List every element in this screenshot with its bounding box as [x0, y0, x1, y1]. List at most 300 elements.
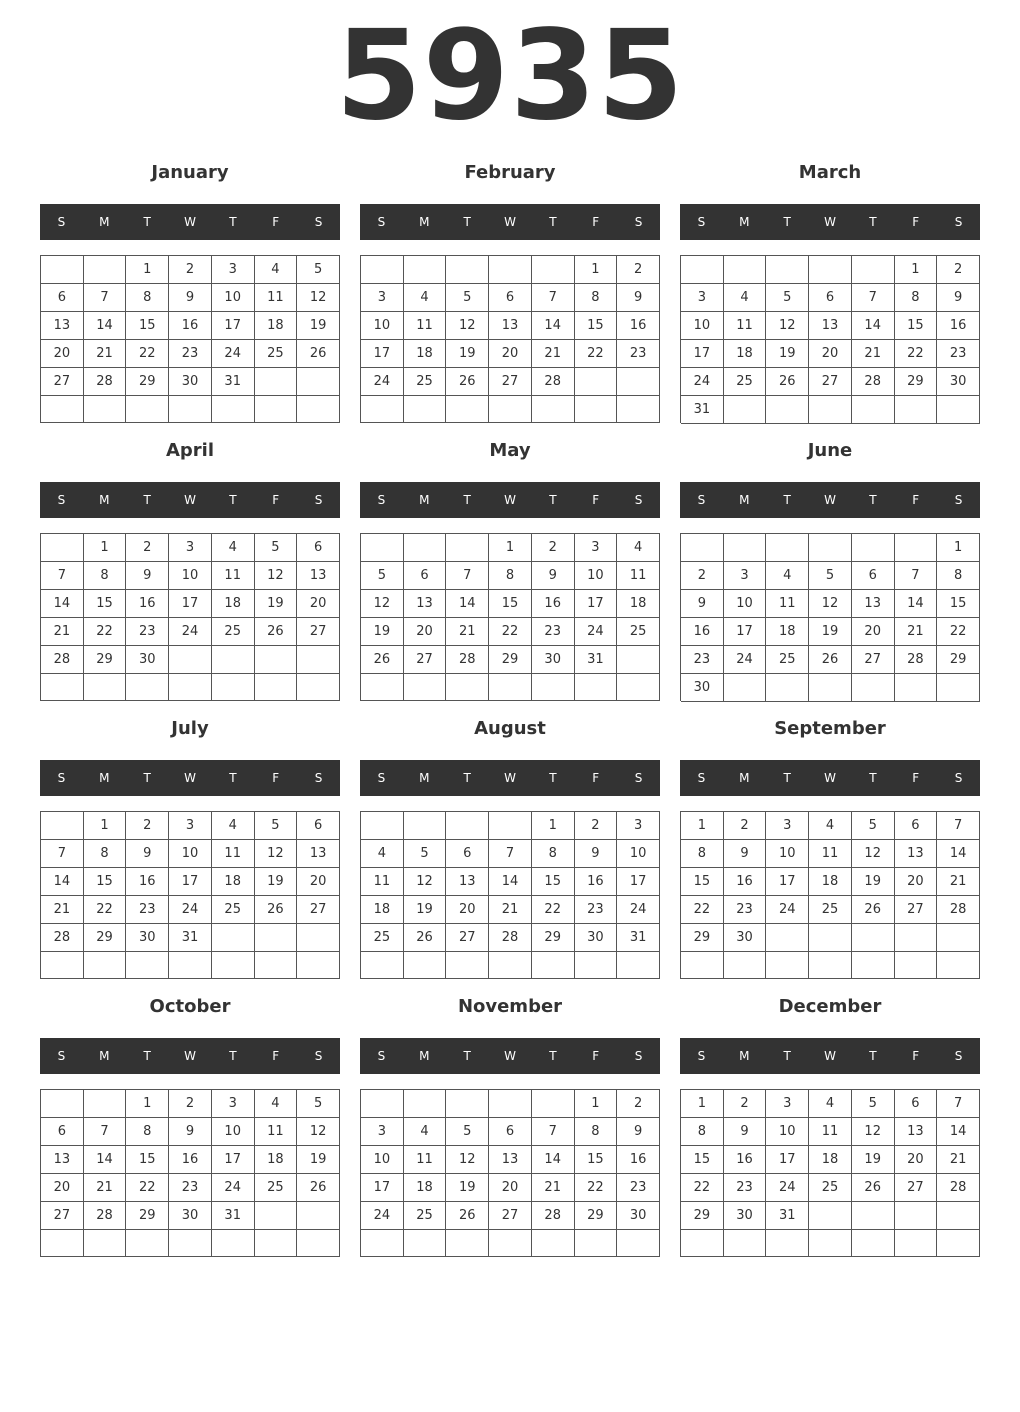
day-cell: 1 [126, 256, 169, 284]
weekday-label: S [377, 771, 386, 785]
day-cell: 22 [575, 1174, 618, 1202]
day-cell: 11 [766, 590, 809, 618]
day-cell: 4 [766, 562, 809, 590]
weekday-header [680, 204, 980, 240]
day-cell: 15 [84, 868, 127, 896]
weekday-label: W [504, 215, 516, 229]
weekday-label: T [549, 215, 557, 229]
day-cell: 14 [489, 868, 532, 896]
day-cell: 10 [617, 840, 660, 868]
empty-cell [446, 812, 489, 840]
weekday-label: F [272, 493, 280, 507]
weekday-label: S [314, 1049, 323, 1063]
day-cell: 29 [575, 1202, 618, 1230]
weekday-label: T [869, 493, 877, 507]
day-cell: 11 [212, 562, 255, 590]
day-cell: 8 [937, 562, 980, 590]
empty-cell [724, 674, 767, 702]
day-cell: 26 [809, 646, 852, 674]
weekday-label: M [99, 1049, 110, 1063]
day-cell: 24 [766, 1174, 809, 1202]
day-cell: 2 [126, 812, 169, 840]
weekday-label: W [184, 1049, 196, 1063]
month-name: July [171, 718, 209, 739]
day-cell: 29 [532, 924, 575, 952]
day-cell: 25 [809, 1174, 852, 1202]
weekday-label: T [783, 771, 791, 785]
day-cell: 13 [404, 590, 447, 618]
weekday-header [360, 760, 660, 796]
day-cell: 22 [937, 618, 980, 646]
day-cell: 24 [361, 368, 404, 396]
empty-cell [446, 674, 489, 701]
day-cell: 27 [446, 924, 489, 952]
weekday-header [360, 204, 660, 240]
weekday-label: F [592, 215, 600, 229]
day-cell: 15 [126, 312, 169, 340]
day-cell: 3 [724, 562, 767, 590]
day-cell: 20 [297, 590, 340, 618]
empty-cell [575, 952, 618, 979]
day-cell: 6 [809, 284, 852, 312]
day-cell: 6 [489, 1118, 532, 1146]
day-cell: 20 [489, 1174, 532, 1202]
empty-cell [297, 1202, 340, 1230]
day-cell: 5 [446, 284, 489, 312]
day-cell: 27 [297, 618, 340, 646]
day-cell: 27 [895, 1174, 938, 1202]
day-cell: 2 [169, 256, 212, 284]
day-cell: 26 [297, 340, 340, 368]
weekday-label: S [954, 215, 963, 229]
empty-cell [489, 1230, 532, 1257]
day-cell: 7 [446, 562, 489, 590]
day-cell: 7 [532, 1118, 575, 1146]
day-cell: 8 [895, 284, 938, 312]
day-cell: 9 [724, 1118, 767, 1146]
day-cell: 2 [617, 256, 660, 284]
weekday-label: W [824, 215, 836, 229]
day-cell: 15 [681, 1146, 724, 1174]
day-cell: 26 [766, 368, 809, 396]
weekday-label: W [504, 1049, 516, 1063]
empty-cell [724, 1230, 767, 1257]
day-cell: 15 [489, 590, 532, 618]
weekday-label: S [697, 215, 706, 229]
weekday-label: T [783, 215, 791, 229]
weekday-label: T [463, 215, 471, 229]
empty-cell [255, 396, 298, 423]
empty-cell [126, 952, 169, 979]
day-cell: 3 [361, 1118, 404, 1146]
empty-cell [809, 396, 852, 424]
day-grid [360, 255, 660, 423]
month-february [360, 160, 660, 430]
day-cell: 20 [895, 1146, 938, 1174]
day-cell: 4 [255, 1090, 298, 1118]
empty-cell [297, 396, 340, 423]
month-september [680, 716, 980, 986]
weekday-label: T [143, 771, 151, 785]
weekday-label: F [912, 1049, 920, 1063]
day-cell: 27 [404, 646, 447, 674]
empty-cell [84, 256, 127, 284]
day-cell: 13 [852, 590, 895, 618]
weekday-label: T [869, 771, 877, 785]
day-cell: 14 [41, 868, 84, 896]
weekday-label: M [739, 1049, 750, 1063]
empty-cell [617, 952, 660, 979]
day-cell: 17 [617, 868, 660, 896]
day-cell: 17 [766, 868, 809, 896]
weekday-label: S [634, 1049, 643, 1063]
weekday-label: M [99, 771, 110, 785]
day-cell: 22 [84, 618, 127, 646]
weekday-label: F [272, 215, 280, 229]
day-cell: 25 [404, 1202, 447, 1230]
day-cell: 21 [852, 340, 895, 368]
day-cell: 4 [255, 256, 298, 284]
day-grid [680, 533, 980, 701]
day-cell: 20 [809, 340, 852, 368]
month-january [40, 160, 340, 430]
empty-cell [532, 1230, 575, 1257]
empty-cell [404, 674, 447, 701]
day-cell: 18 [255, 312, 298, 340]
empty-cell [681, 256, 724, 284]
day-cell: 16 [724, 1146, 767, 1174]
day-cell: 6 [41, 284, 84, 312]
day-cell: 20 [404, 618, 447, 646]
day-grid [360, 533, 660, 701]
weekday-header [680, 1038, 980, 1074]
day-cell: 25 [255, 340, 298, 368]
empty-cell [41, 952, 84, 979]
day-cell: 28 [41, 646, 84, 674]
day-cell: 2 [169, 1090, 212, 1118]
day-cell: 26 [446, 1202, 489, 1230]
day-cell: 12 [809, 590, 852, 618]
empty-cell [489, 1090, 532, 1118]
day-cell: 17 [212, 1146, 255, 1174]
weekday-label: T [229, 215, 237, 229]
day-cell: 11 [212, 840, 255, 868]
weekday-label: T [143, 493, 151, 507]
day-cell: 30 [126, 924, 169, 952]
empty-cell [895, 1202, 938, 1230]
day-cell: 13 [297, 562, 340, 590]
month-name: February [464, 162, 556, 183]
day-cell: 14 [937, 1118, 980, 1146]
day-cell: 10 [766, 1118, 809, 1146]
day-cell: 28 [532, 1202, 575, 1230]
empty-cell [937, 924, 980, 952]
day-cell: 2 [724, 812, 767, 840]
day-cell: 7 [852, 284, 895, 312]
day-cell: 16 [575, 868, 618, 896]
day-cell: 7 [937, 812, 980, 840]
day-cell: 19 [446, 340, 489, 368]
month-june [680, 438, 980, 708]
day-cell: 24 [169, 618, 212, 646]
weekday-label: M [419, 493, 430, 507]
day-cell: 1 [575, 1090, 618, 1118]
day-cell: 4 [361, 840, 404, 868]
empty-cell [84, 674, 127, 701]
day-cell: 20 [446, 896, 489, 924]
day-cell: 3 [361, 284, 404, 312]
day-cell: 26 [446, 368, 489, 396]
day-cell: 28 [446, 646, 489, 674]
day-grid [680, 255, 980, 423]
weekday-label: M [419, 215, 430, 229]
weekday-label: S [314, 215, 323, 229]
day-cell: 10 [724, 590, 767, 618]
weekday-label: W [824, 493, 836, 507]
empty-cell [212, 396, 255, 423]
empty-cell [212, 952, 255, 979]
day-cell: 25 [361, 924, 404, 952]
day-cell: 6 [895, 1090, 938, 1118]
day-cell: 31 [212, 1202, 255, 1230]
day-cell: 18 [212, 868, 255, 896]
empty-cell [126, 674, 169, 701]
day-cell: 22 [126, 1174, 169, 1202]
empty-cell [297, 674, 340, 701]
day-cell: 12 [852, 1118, 895, 1146]
month-name: March [798, 162, 862, 183]
day-cell: 9 [126, 562, 169, 590]
day-cell: 7 [532, 284, 575, 312]
day-cell: 9 [724, 840, 767, 868]
empty-cell [41, 1230, 84, 1257]
day-cell: 12 [446, 1146, 489, 1174]
weekday-label: M [739, 493, 750, 507]
empty-cell [404, 1230, 447, 1257]
day-cell: 30 [169, 1202, 212, 1230]
weekday-label: S [634, 493, 643, 507]
day-cell: 10 [169, 840, 212, 868]
day-cell: 7 [41, 562, 84, 590]
weekday-label: F [592, 1049, 600, 1063]
day-cell: 30 [724, 924, 767, 952]
day-cell: 18 [724, 340, 767, 368]
weekday-label: S [57, 493, 66, 507]
day-cell: 5 [297, 1090, 340, 1118]
empty-cell [617, 646, 660, 674]
day-cell: 17 [169, 868, 212, 896]
empty-cell [895, 396, 938, 424]
day-cell: 5 [852, 812, 895, 840]
day-cell: 2 [575, 812, 618, 840]
day-cell: 17 [724, 618, 767, 646]
empty-cell [446, 256, 489, 284]
empty-cell [937, 1202, 980, 1230]
weekday-label: S [57, 1049, 66, 1063]
day-cell: 16 [681, 618, 724, 646]
empty-cell [84, 1090, 127, 1118]
day-cell: 22 [681, 896, 724, 924]
weekday-label: S [377, 215, 386, 229]
day-cell: 15 [575, 1146, 618, 1174]
empty-cell [532, 396, 575, 423]
day-cell: 24 [169, 896, 212, 924]
day-cell: 24 [681, 368, 724, 396]
weekday-label: T [869, 1049, 877, 1063]
empty-cell [41, 256, 84, 284]
day-cell: 19 [852, 1146, 895, 1174]
day-cell: 29 [681, 1202, 724, 1230]
day-cell: 8 [532, 840, 575, 868]
day-cell: 6 [41, 1118, 84, 1146]
empty-cell [446, 396, 489, 423]
day-cell: 19 [255, 590, 298, 618]
day-cell: 3 [212, 1090, 255, 1118]
day-cell: 21 [41, 896, 84, 924]
empty-cell [169, 952, 212, 979]
day-cell: 11 [724, 312, 767, 340]
day-cell: 24 [361, 1202, 404, 1230]
day-cell: 14 [895, 590, 938, 618]
empty-cell [446, 1230, 489, 1257]
empty-cell [446, 1090, 489, 1118]
day-cell: 10 [212, 284, 255, 312]
empty-cell [212, 674, 255, 701]
day-cell: 12 [255, 562, 298, 590]
empty-cell [169, 1230, 212, 1257]
empty-cell [255, 1202, 298, 1230]
empty-cell [404, 1090, 447, 1118]
day-cell: 29 [489, 646, 532, 674]
month-may [360, 438, 660, 708]
day-cell: 1 [84, 812, 127, 840]
empty-cell [852, 952, 895, 979]
weekday-label: S [314, 493, 323, 507]
weekday-label: S [697, 1049, 706, 1063]
empty-cell [489, 674, 532, 701]
day-cell: 23 [575, 896, 618, 924]
weekday-header [360, 482, 660, 518]
day-cell: 3 [169, 534, 212, 562]
weekday-label: M [99, 493, 110, 507]
day-cell: 31 [212, 368, 255, 396]
empty-cell [297, 952, 340, 979]
day-cell: 8 [489, 562, 532, 590]
day-cell: 7 [937, 1090, 980, 1118]
day-cell: 18 [617, 590, 660, 618]
month-name: April [165, 440, 215, 461]
day-cell: 19 [404, 896, 447, 924]
day-grid [360, 1089, 660, 1257]
empty-cell [255, 674, 298, 701]
weekday-label: T [229, 771, 237, 785]
day-cell: 19 [361, 618, 404, 646]
day-cell: 22 [532, 896, 575, 924]
empty-cell [404, 256, 447, 284]
day-cell: 27 [852, 646, 895, 674]
day-cell: 25 [255, 1174, 298, 1202]
month-august [360, 716, 660, 986]
empty-cell [895, 1230, 938, 1257]
day-cell: 3 [617, 812, 660, 840]
day-cell: 24 [766, 896, 809, 924]
day-cell: 21 [937, 1146, 980, 1174]
day-cell: 17 [766, 1146, 809, 1174]
empty-cell [809, 952, 852, 979]
day-cell: 12 [255, 840, 298, 868]
day-cell: 9 [681, 590, 724, 618]
empty-cell [361, 1090, 404, 1118]
day-cell: 30 [532, 646, 575, 674]
day-cell: 17 [575, 590, 618, 618]
day-cell: 2 [724, 1090, 767, 1118]
day-cell: 7 [489, 840, 532, 868]
day-cell: 13 [41, 312, 84, 340]
weekday-label: T [783, 493, 791, 507]
day-cell: 13 [895, 1118, 938, 1146]
day-cell: 16 [532, 590, 575, 618]
weekday-label: F [592, 493, 600, 507]
day-cell: 17 [361, 1174, 404, 1202]
empty-cell [297, 368, 340, 396]
day-cell: 28 [532, 368, 575, 396]
day-cell: 19 [297, 1146, 340, 1174]
day-cell: 11 [617, 562, 660, 590]
day-cell: 1 [575, 256, 618, 284]
day-cell: 8 [575, 1118, 618, 1146]
empty-cell [766, 396, 809, 424]
empty-cell [126, 1230, 169, 1257]
month-name: August [474, 718, 546, 739]
day-cell: 21 [446, 618, 489, 646]
month-name: January [151, 162, 229, 183]
day-cell: 24 [212, 1174, 255, 1202]
weekday-label: T [229, 1049, 237, 1063]
day-cell: 6 [297, 812, 340, 840]
day-cell: 16 [169, 1146, 212, 1174]
empty-cell [809, 256, 852, 284]
weekday-label: S [697, 771, 706, 785]
day-cell: 14 [41, 590, 84, 618]
weekday-label: F [272, 771, 280, 785]
day-cell: 3 [766, 1090, 809, 1118]
day-cell: 9 [169, 284, 212, 312]
empty-cell [895, 952, 938, 979]
weekday-label: T [869, 215, 877, 229]
day-cell: 5 [255, 534, 298, 562]
day-cell: 6 [895, 812, 938, 840]
day-cell: 29 [681, 924, 724, 952]
day-cell: 15 [84, 590, 127, 618]
day-cell: 29 [84, 646, 127, 674]
weekday-header [680, 760, 980, 796]
day-cell: 13 [895, 840, 938, 868]
empty-cell [724, 952, 767, 979]
day-cell: 29 [895, 368, 938, 396]
day-cell: 6 [297, 534, 340, 562]
day-cell: 11 [361, 868, 404, 896]
empty-cell [41, 396, 84, 423]
day-cell: 23 [126, 896, 169, 924]
weekday-label: T [463, 1049, 471, 1063]
day-cell: 28 [84, 368, 127, 396]
weekday-label: T [143, 215, 151, 229]
month-name: May [489, 440, 531, 461]
day-cell: 10 [575, 562, 618, 590]
empty-cell [852, 924, 895, 952]
day-cell: 23 [937, 340, 980, 368]
empty-cell [404, 534, 447, 562]
